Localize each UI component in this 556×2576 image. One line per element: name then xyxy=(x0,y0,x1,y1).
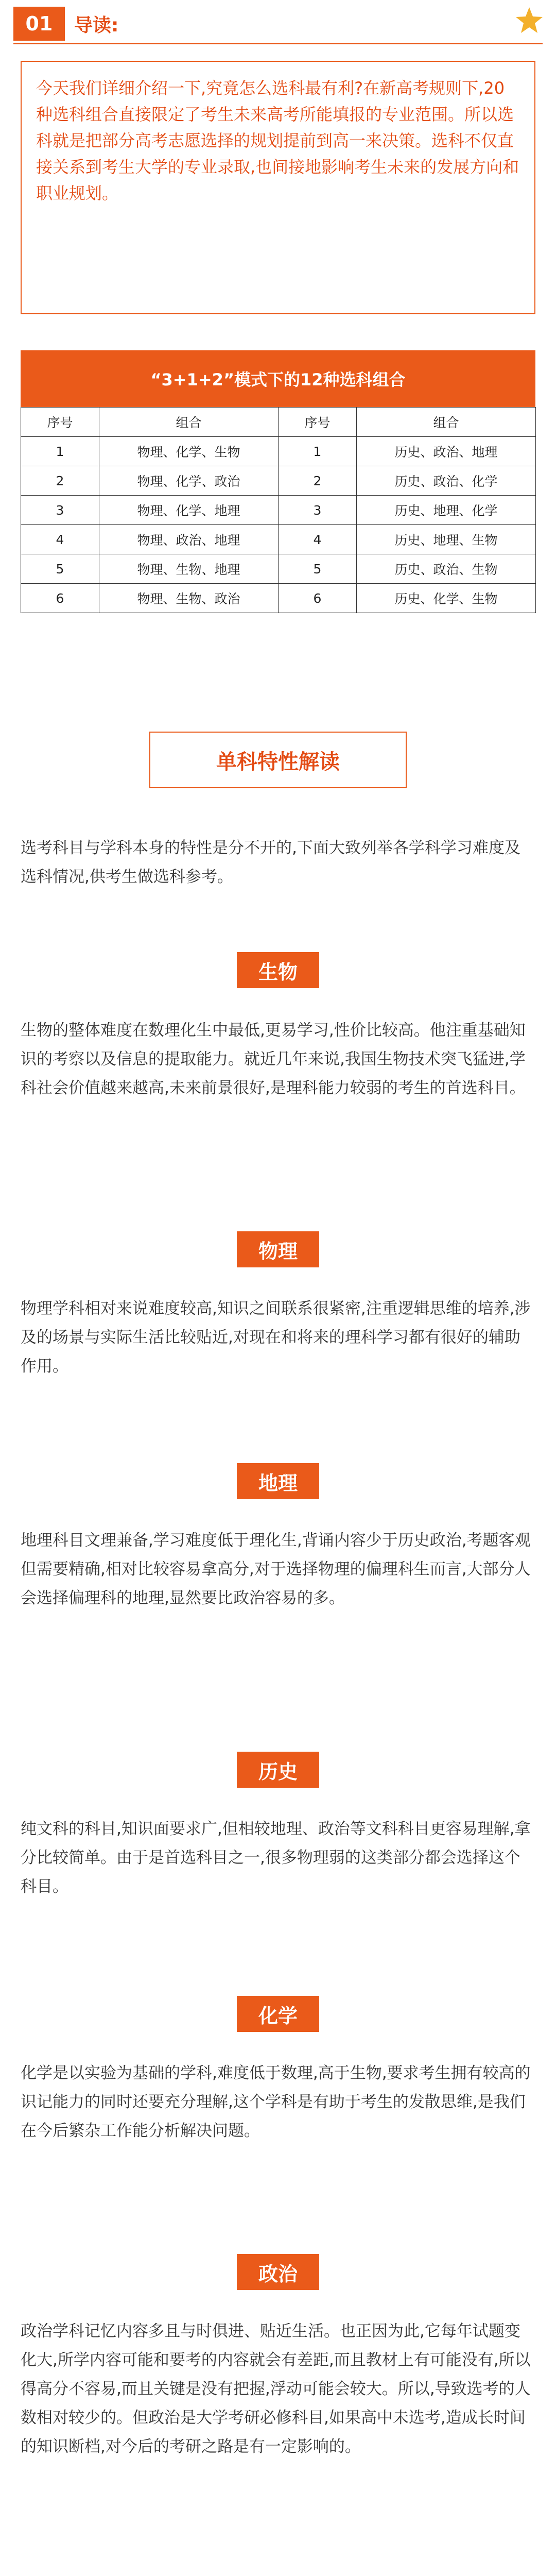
subject-tag-history: 历史 xyxy=(237,1752,319,1788)
table-cell: 物理、生物、地理 xyxy=(99,554,279,584)
subject-tag-chemistry: 化学 xyxy=(237,1996,319,2032)
table-cell: 4 xyxy=(21,525,99,554)
table-caption: “3+1+2”模式下的12种选科组合 xyxy=(21,350,535,407)
section-number: 01 xyxy=(13,7,65,41)
subject-text-history: 纯文科的科目,知识面要求广,但相较地理、政治等文科科目更容易理解,拿分比较简单。由于是首选科目之一,很多物理弱的这类部分都会选择这个科目。 xyxy=(21,1820,531,1896)
table-cell: 物理、化学、地理 xyxy=(99,496,279,525)
table-cell: 1 xyxy=(279,437,357,466)
table-row xyxy=(21,466,536,496)
table-cell: 物理、生物、政治 xyxy=(99,584,279,613)
table-cell: 5 xyxy=(21,554,99,584)
section-header xyxy=(0,0,556,47)
combination-table xyxy=(21,350,535,613)
table-cell: 物理、化学、生物 xyxy=(99,437,279,466)
subject-text-physics: 物理学科相对来说难度较高,知识之间联系很紧密,注重逻辑思维的培养,涉及的场景与实际生活比较贴近,对现在和将来的理科学习都有很好的辅助作用。 xyxy=(21,1299,531,1376)
table-row xyxy=(21,584,536,613)
subject-text-geography: 地理科目文理兼备,学习难度低于理化生,背诵内容少于历史政治,考题客观但需要精确,相对比较容易拿高分,对于选择物理的偏理科生而言,大部分人会选择偏理科的地理,显然要比政治容易的多。 xyxy=(21,1531,531,1607)
table-cell: 5 xyxy=(279,554,357,584)
intro-text: 今天我们详细介绍一下,究竟怎么选科最有利?在新高考规则下,20种选科组合直接限定了考生未来高考所能填报的专业范围。所以选科就是把部分高考志愿选择的规划提前到高一来决策。选科不仅直接关系到考生大学的专业录取,也间接地影响考生未来的发展方向和职业规划。 xyxy=(36,78,519,203)
table-header: 序号 xyxy=(21,408,99,437)
section-title: 导读: xyxy=(74,14,119,36)
subject-tag-physics: 物理 xyxy=(237,1231,319,1267)
table-cell: 4 xyxy=(279,525,357,554)
table-header: 组合 xyxy=(99,408,279,437)
subject-tag-politics: 政治 xyxy=(237,2254,319,2290)
subject-intro-text: 选考科目与学科本身的特性是分不开的,下面大致列举各学科学习难度及选科情况,供考生做选科参考。 xyxy=(21,839,520,886)
table-header: 组合 xyxy=(357,408,536,437)
table-cell: 2 xyxy=(279,466,357,496)
table-cell: 物理、政治、地理 xyxy=(99,525,279,554)
table-cell: 历史、政治、生物 xyxy=(357,554,536,584)
table-cell: 历史、化学、生物 xyxy=(357,584,536,613)
table-row xyxy=(21,437,536,466)
single-subject-section-button xyxy=(149,732,407,788)
table-cell: 历史、地理、生物 xyxy=(357,525,536,554)
subject-text-biology: 生物的整体难度在数理化生中最低,更易学习,性价比较高。他注重基础知识的考察以及信息的提取能力。就近几年来说,我国生物技术突飞猛进,学科社会价值越来越高,未来前景很好,是理科能力较弱的考生的首选科目。 xyxy=(21,1021,526,1097)
table-cell: 3 xyxy=(21,496,99,525)
subject-text-chemistry: 化学是以实验为基础的学科,难度低于数理,高于生物,要求考生拥有较高的识记能力的同时还要充分理解,这个学科是有助于考生的发散思维,是我们在今后繁杂工作能分析解决问题。 xyxy=(21,2064,531,2140)
subject-tag-biology: 生物 xyxy=(237,952,319,988)
star-icon xyxy=(514,5,545,36)
table-cell: 6 xyxy=(21,584,99,613)
section-button-label: 单科特性解读 xyxy=(216,750,340,774)
table-cell: 3 xyxy=(279,496,357,525)
table-header: 序号 xyxy=(279,408,357,437)
table-row xyxy=(21,496,536,525)
subject-text-politics: 政治学科记忆内容多且与时俱进、贴近生活。也正因为此,它每年试题变化大,所学内容可能和要考的内容就会有差距,而且教材上有可能没有,所以得高分不容易,而且关键是没有把握,浮动可能会较大。所以,导致选考的人数相对较少的。但政治是大学考研必修科目,如果高中未选考,造成长时间的知识断档,对今后的考研之路是有一定影响的。 xyxy=(21,2322,531,2456)
table-row xyxy=(21,554,536,584)
subject-tag-geography: 地理 xyxy=(237,1463,319,1499)
table-cell: 2 xyxy=(21,466,99,496)
table-cell: 6 xyxy=(279,584,357,613)
header-underline xyxy=(13,43,543,44)
table-cell: 历史、政治、化学 xyxy=(357,466,536,496)
table-row xyxy=(21,525,536,554)
table-header-row xyxy=(21,408,536,437)
intro-box xyxy=(21,61,535,314)
table-cell: 物理、化学、政治 xyxy=(99,466,279,496)
table-cell: 1 xyxy=(21,437,99,466)
table-cell: 历史、地理、化学 xyxy=(357,496,536,525)
table-cell: 历史、政治、地理 xyxy=(357,437,536,466)
